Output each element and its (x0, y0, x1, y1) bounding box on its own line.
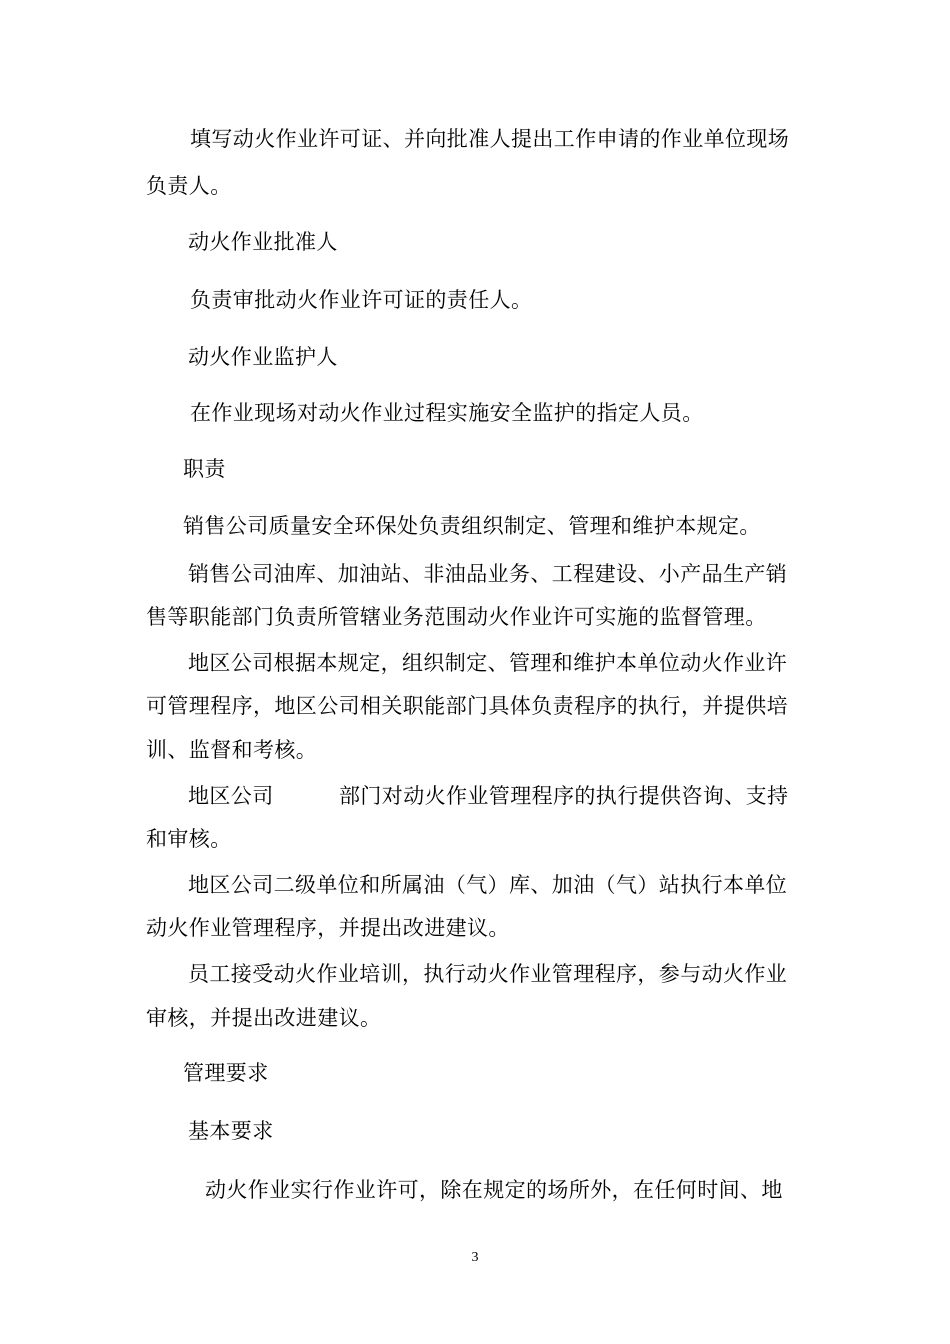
text-line: 销售公司质量安全环保处负责组织制定、管理和维护本规定。 (183, 514, 761, 538)
text-line: 地区公司 (188, 784, 274, 808)
text-line: 填写动火作业许可证、并向批准人提出工作申请的作业单位现场 (190, 127, 790, 151)
section-heading: 管理要求 (183, 1061, 269, 1085)
text-line: 负责人。 (146, 174, 232, 198)
section-heading: 动火作业监护人 (188, 345, 338, 369)
text-line: 地区公司根据本规定，组织制定、管理和维护本单位动火作业许 (188, 651, 788, 675)
section-heading: 动火作业批准人 (188, 230, 338, 254)
page-number: 3 (471, 1250, 479, 1265)
text-line: 在作业现场对动火作业过程实施安全监护的指定人员。 (190, 401, 704, 425)
text-line: 员工接受动火作业培训，执行动火作业管理程序，参与动火作业 (188, 962, 788, 986)
text-line: 可管理程序，地区公司相关职能部门具体负责程序的执行，并提供培 (146, 694, 788, 718)
text-line: 动火作业实行作业许可，除在规定的场所外，在任何时间、地 (205, 1178, 783, 1202)
text-line: 部门对动火作业管理程序的执行提供咨询、支持 (339, 784, 789, 808)
section-heading: 职责 (183, 457, 226, 481)
text-line: 动火作业管理程序，并提出改进建议。 (146, 916, 510, 940)
text-line: 审核，并提出改进建议。 (146, 1006, 382, 1030)
text-line: 训、监督和考核。 (146, 738, 318, 762)
text-line: 售等职能部门负责所管辖业务范围动火作业许可实施的监督管理。 (146, 605, 767, 629)
text-line: 销售公司油库、加油站、非油品业务、工程建设、小产品生产销 (188, 562, 788, 586)
text-line: 地区公司二级单位和所属油（气）库、加油（气）站执行本单位 (188, 873, 788, 897)
text-line: 负责审批动火作业许可证的责任人。 (190, 288, 533, 312)
text-line: 和审核。 (146, 827, 232, 851)
section-heading: 基本要求 (188, 1119, 274, 1143)
